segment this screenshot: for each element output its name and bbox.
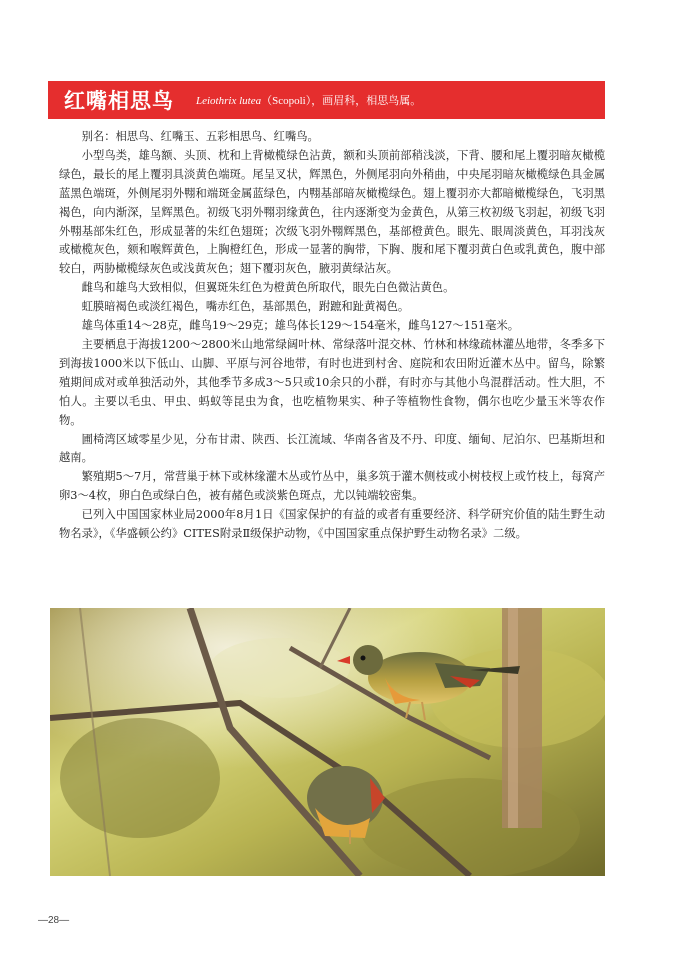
paragraph-description: 小型鸟类，雄鸟额、头顶、枕和上背橄榄绿色沾黄，额和头顶前部稍浅淡，下背、腰和尾上覆羽暗灰橄榄绿色，最长的尾上覆羽具淡黄色端斑。尾呈叉状，辉黑色，外侧尾羽向外稍曲，中央尾羽暗灰橄榄绿色具金属蓝黑色端斑，外侧尾羽外翈和端斑金属蓝绿色，内翈基部暗灰橄榄绿色。翅上覆羽亦大都暗橄榄绿色，飞羽黑褐色，向内渐深，呈辉黑色。初级飞羽外翈羽缘黄色，往内逐渐变为金黄色，从第三枚初级飞羽起，初级飞羽外翈基部朱红色，形成显著的朱红色翅斑；次级飞羽外翈辉黑色，基部橙黄色。眼先、眼周淡黄色，耳羽浅灰或橄榄灰色，颏和喉辉黄色，上胸橙红色，形成一显著的胸带，下胸、腹和尾下覆羽黄白色或乳黄色，腹中部较白，两胁橄榄绿灰色或浅黄灰色；翅下覆羽灰色，腋羽黄绿沾灰。	[59, 148, 605, 276]
scientific-name-line	[196, 92, 421, 108]
paragraph-measurements: 雄鸟体重14～28克，雌鸟19～29克；雄鸟体长129～154毫米，雌鸟127～151毫米。	[81, 319, 520, 333]
paragraph-female: 雌鸟和雄鸟大致相似，但翼斑朱红色为橙黄色所取代，眼先白色微沾黄色。	[81, 281, 455, 295]
article-body	[59, 128, 605, 544]
paragraph-breeding: 繁殖期5～7月，常营巢于林下或林缘灌木丛或竹丛中，巢多筑于灌木侧枝或小树枝杈上或竹枝上，每窝产卵3～4枚，卵白色或绿白色，被有赭色或淡紫色斑点，尤以钝端较密集。	[59, 470, 605, 503]
taxonomy-text: （Scopoli），画眉科，相思鸟属。	[261, 95, 422, 107]
paragraph-protection: 已列入中国国家林业局2000年8月1日《国家保护的有益的或者有重要经济、科学研究价值的陆生野生动物名录》，《华盛顿公约》CITES附录Ⅱ级保护动物，《中国国家重点保护野生动物名录》二级。	[59, 508, 605, 541]
paragraph-aliases: 别名：相思鸟、红嘴玉、五彩相思鸟、红嘴鸟。	[81, 130, 319, 143]
paragraph-distribution: 圃椅湾区域零星少见，分布甘肃、陕西、长江流域、华南各省及不丹、印度、缅甸、尼泊尔、巴基斯坦和越南。	[59, 432, 605, 465]
scientific-name: Leiothrix lutea	[196, 95, 262, 107]
bird-photo	[50, 608, 605, 876]
species-title: 红嘴相思鸟	[64, 89, 174, 113]
page-number: —28—	[38, 915, 70, 926]
paragraph-iris: 虹膜暗褐色或淡红褐色，嘴赤红色，基部黑色，跗蹠和趾黄褐色。	[81, 300, 410, 314]
paragraph-habitat: 主要栖息于海拔1200～2800米山地常绿阔叶林、常绿落叶混交林、竹林和林缘疏林灌丛地带，冬季多下到海拔1000米以下低山、山脚、平原与河谷地带，有时也进到村舍、庭院和农田附近灌木丛中。留鸟，除繁殖期间成对或单独活动外，其他季节多成3～5只或10余只的小群，有时亦与其他小鸟混群活动。性大胆，不怕人。主要以毛虫、甲虫、蚂蚁等昆虫为食，也吃植物果实、种子等植物性食物，偶尔也吃少量玉米等农作物。	[59, 337, 605, 427]
title-banner	[48, 81, 605, 119]
